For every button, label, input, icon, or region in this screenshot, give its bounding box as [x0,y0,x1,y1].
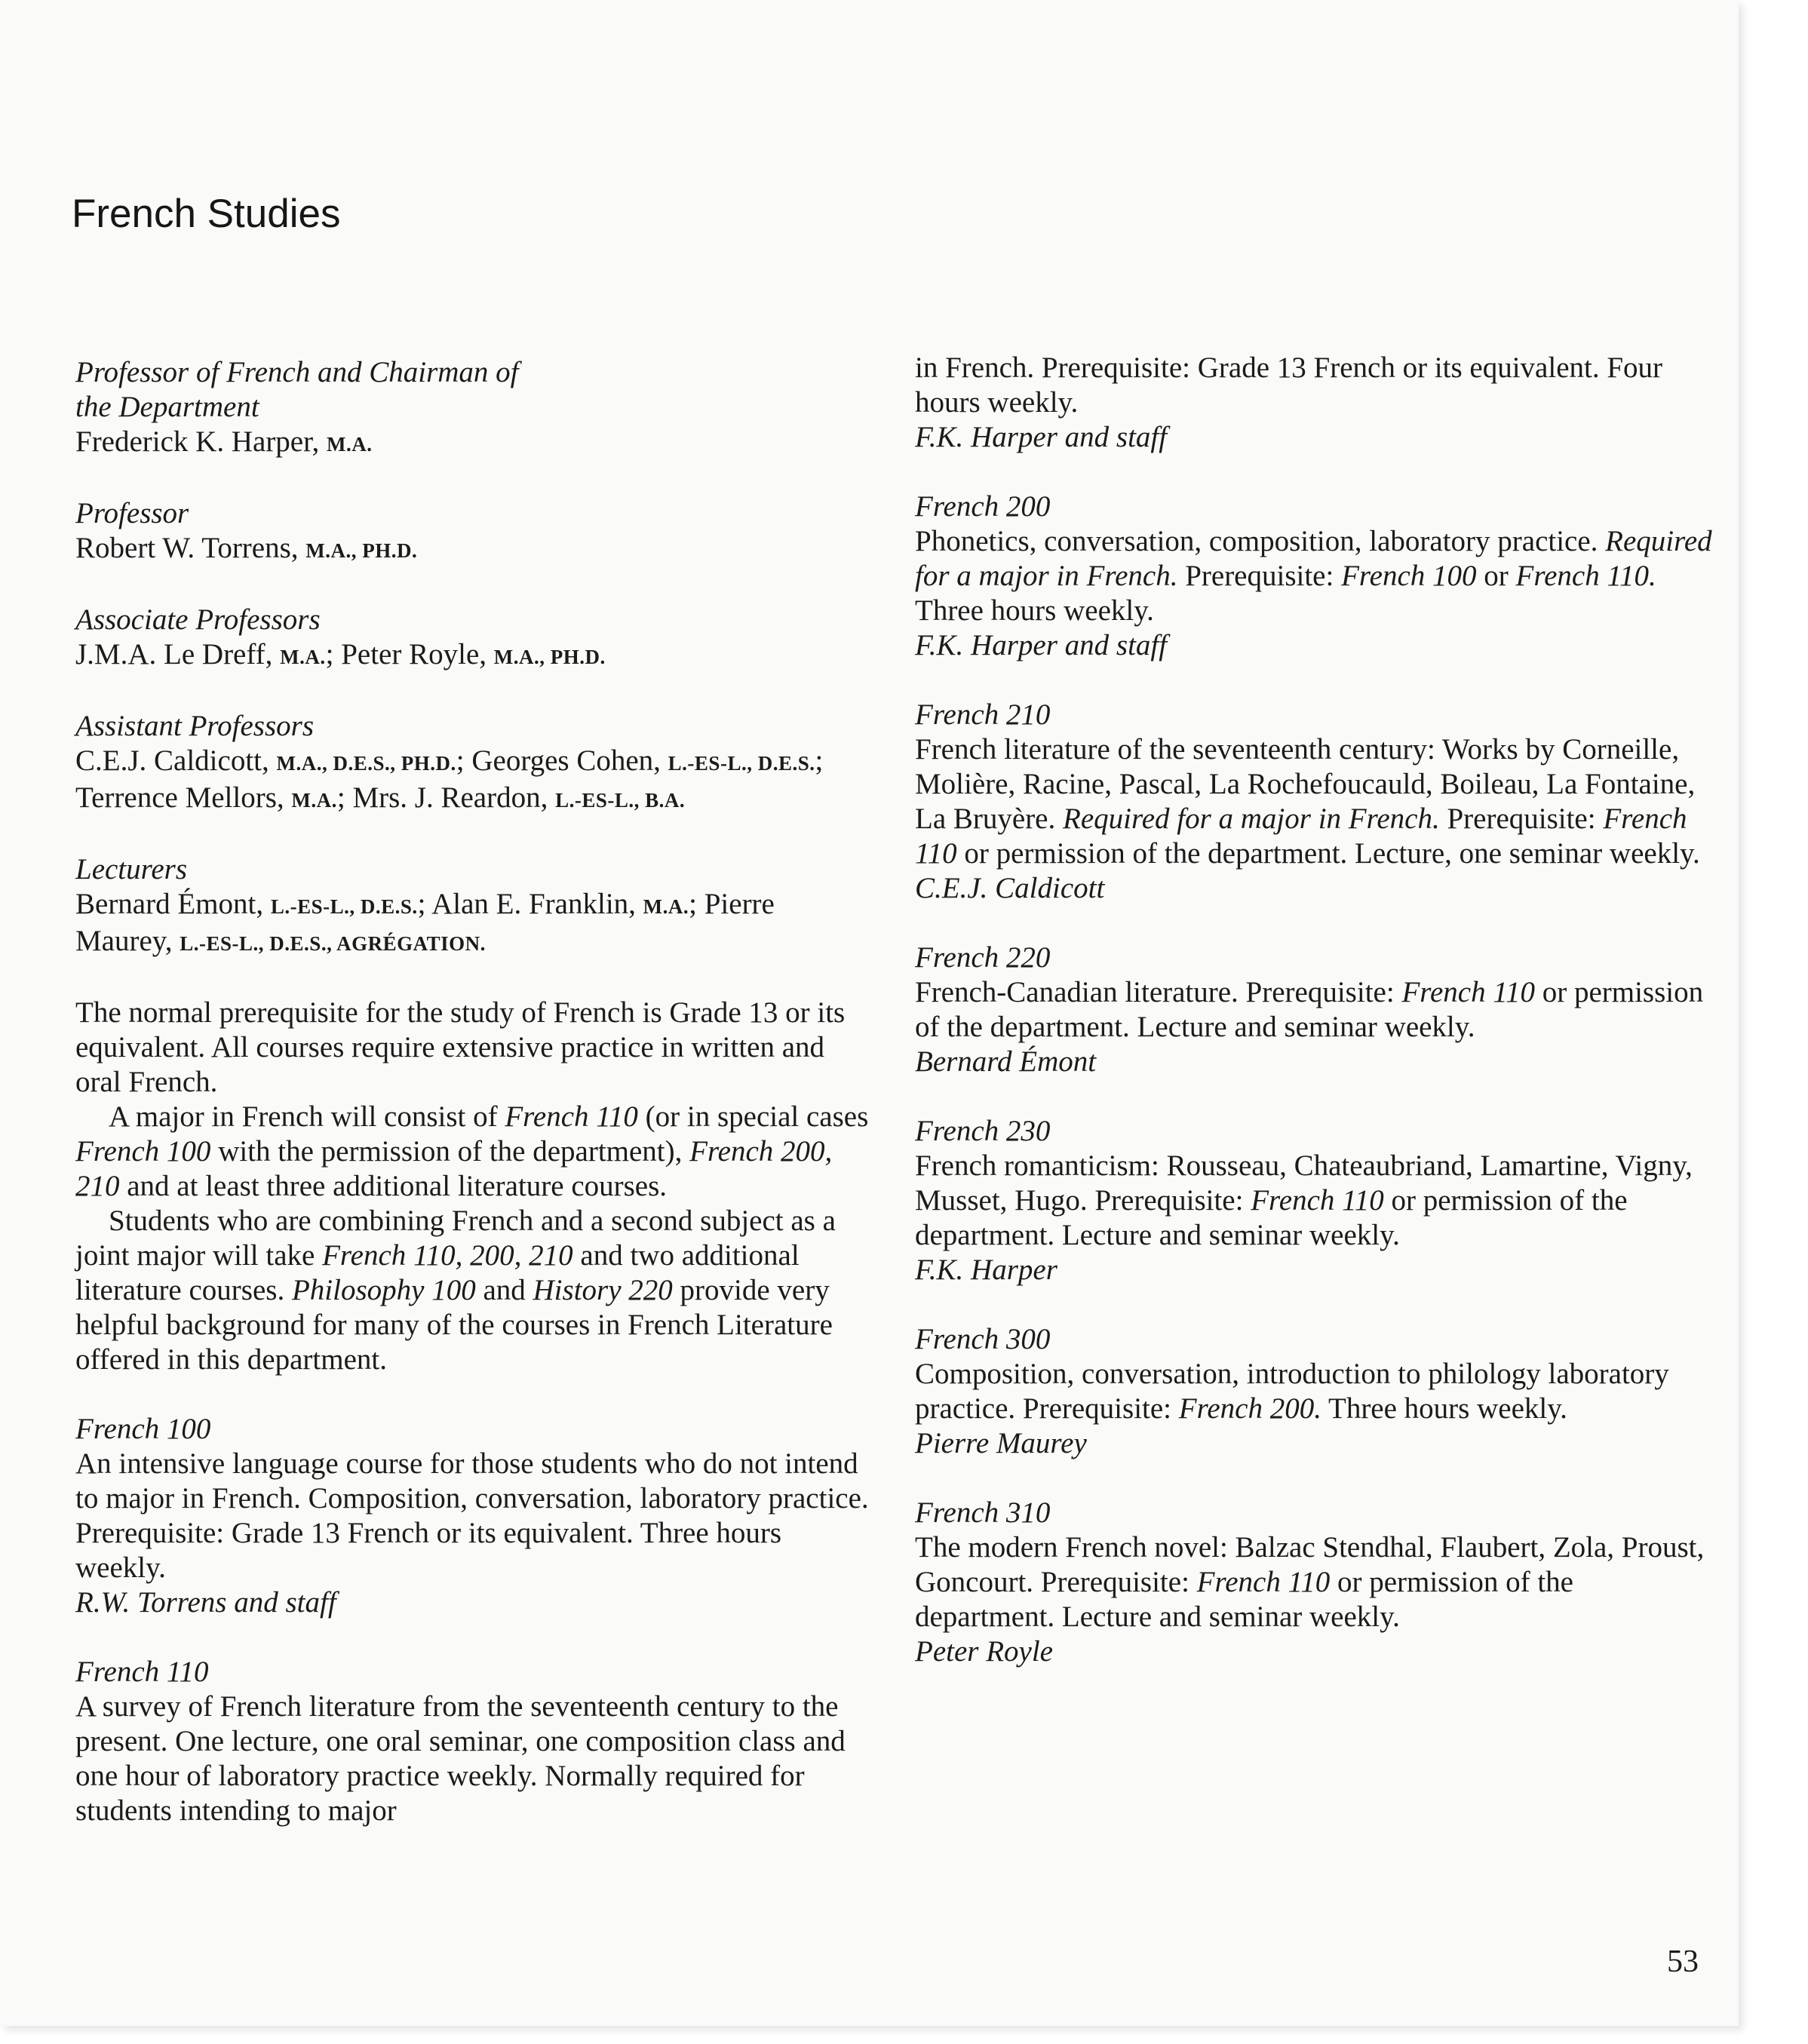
text-run: Three hours weekly. [1321,1392,1567,1425]
course-description [915,1530,1714,1634]
text-run: French romanticism: Rousseau, Chateaubriand, Lamartine, Vigny, Musset, Hugo. Prerequisite: [915,1149,1693,1217]
right-column [915,351,1714,1669]
associate-professors-heading: Associate Professors [75,603,321,636]
intro-section [75,996,873,1377]
course-ref: French 110 [1196,1566,1331,1598]
separator: ; [336,781,353,814]
text-run: Prerequisite: [1439,803,1604,835]
intro-paragraph-3 [75,1204,873,1377]
course-ref: French 200. [1178,1392,1321,1425]
assistant-professors-heading: Assistant Professors [75,710,315,742]
text-run: or permission of the department. Lecture and seminar weekly. [915,976,1704,1043]
course-description [915,975,1714,1045]
professor-name-line [75,531,873,568]
faculty-degrees: L.-ES-L., D.E.S. [668,752,815,775]
course-french-110 [75,1655,873,1828]
course-title: French 230 [915,1115,1051,1147]
faculty-degrees: L.-ES-L., D.E.S., AGRÉGATION. [180,932,486,955]
course-description [915,1149,1714,1253]
course-ref: French 110, 200, 210 [322,1239,573,1272]
text-run: French-Canadian literature. Prerequisite: [915,976,1402,1008]
associate-professors-entry [75,603,873,674]
intro-paragraph-1: The normal prerequisite for the study of French is Grade 13 or its equivalent. All courses require extensive practice in written and oral French. [75,996,846,1098]
assistant-professors-entry [75,709,873,818]
separator: ; [456,744,472,777]
separator: ; [689,888,704,920]
text-run: French literature of the seventeenth century: Works by Corneille, Molière, Racine, Pascal, La Rochefoucauld, Boileau, La Fontaine, La Bruyère. [915,733,1696,835]
course-ref: French 110 [915,803,1687,870]
text-run: Composition, conversation, introduction to philology laboratory practice. Prerequisite: [915,1358,1669,1425]
assistant-professors-names [75,744,873,818]
faculty-name: Terrence Mellors, [75,781,284,814]
faculty-degrees: M.A. [643,895,689,918]
faculty-degrees: M.A., D.E.S., PH.D. [276,752,456,775]
course-ref: French 100 [75,1135,211,1168]
faculty-degrees: M.A. [280,646,326,668]
course-title: French 100 [75,1413,211,1445]
chairman-title-line2: the Department [75,391,259,423]
course-french-310 [915,1496,1714,1669]
text-run: Three hours weekly. [915,594,1154,627]
course-instructor: Bernard Émont [915,1045,1097,1078]
requirement-note: Required for a major in French. [915,525,1712,592]
course-instructor: F.K. Harper [915,1254,1057,1286]
lecturers-entry [75,852,873,961]
faculty-name: J.M.A. Le Dreff, [75,638,273,671]
separator: ; [815,744,824,777]
course-instructor: C.E.J. Caldicott [915,872,1105,904]
course-french-100 [75,1412,873,1620]
professor-degrees: M.A., PH.D. [305,539,418,562]
course-ref: Philosophy 100 [291,1274,476,1306]
faculty-degrees: L.-ES-L., D.E.S. [270,895,418,918]
course-description [915,524,1714,628]
course-french-220 [915,941,1714,1079]
separator: ; [325,638,342,671]
course-title: French 210 [915,698,1051,731]
course-ref: French 110. [1515,560,1656,592]
course-ref: French 110 [505,1100,638,1133]
text-run: and [475,1274,533,1306]
chairman-entry [75,355,873,462]
course-french-110-continued [915,351,1714,455]
faculty-name: C.E.J. Caldicott, [75,744,269,777]
course-description [915,1357,1714,1426]
professor-name: Robert W. Torrens, [75,532,299,564]
chairman-degrees: M.A. [327,433,373,456]
separator: ; [417,888,432,920]
chairman-name-line [75,425,873,462]
course-ref: French 110 [1251,1184,1384,1217]
text-run: or permission of the department. Lecture, one seminar weekly. [956,837,1700,870]
course-ref: French 110 [1401,976,1535,1008]
course-instructor: F.K. Harper and staff [915,629,1168,661]
faculty-name: Pierre Maurey, [75,888,775,957]
course-instructor: Pierre Maurey [915,1427,1087,1459]
faculty-name: Alan E. Franklin, [431,888,636,920]
chairman-name: Frederick K. Harper, [75,425,320,458]
text-run: The modern French novel: Balzac Stendhal, Flaubert, Zola, Proust, Goncourt. Prerequisite: [915,1531,1705,1598]
text-run: Prerequisite: [1177,560,1342,592]
page-title: French Studies [72,192,341,236]
course-title: French 310 [915,1496,1051,1529]
course-description-continued: in French. Prerequisite: Grade 13 French or its equivalent. Four hours weekly. [915,351,1663,419]
course-ref: French 200, 210 [75,1135,833,1202]
faculty-name: Bernard Émont, [75,888,264,920]
text-run: and at least three additional literature courses. [119,1170,668,1202]
chairman-title-line1: Professor of French and Chairman of [75,356,519,388]
text-run: (or in special cases [637,1100,869,1133]
intro-paragraph-2 [75,1100,873,1204]
left-column [75,355,873,1828]
text-run: and two additional literature courses. [75,1239,800,1306]
faculty-degrees: L.-ES-L., B.A. [555,789,686,812]
lecturers-names [75,887,873,961]
text-run: provide very helpful background for many of the courses in French Literature offered in this department. [75,1274,833,1376]
faculty-name: Georges Cohen, [471,744,661,777]
course-ref: History 220 [533,1274,673,1306]
text-run: A major in French will consist of [109,1100,505,1133]
course-title: French 110 [75,1656,209,1688]
faculty-name: Mrs. J. Reardon, [352,781,548,814]
faculty-degrees: M.A. [291,789,337,812]
course-title: French 220 [915,941,1051,974]
course-ref: French 100 [1341,560,1477,592]
associate-professors-names [75,637,873,674]
text-run: with the permission of the department), [210,1135,690,1168]
faculty-degrees: M.A., PH.D. [493,646,606,668]
page-number: 53 [1667,1944,1699,1979]
text-run: or [1476,560,1516,592]
course-description [915,732,1714,871]
course-french-210 [915,698,1714,906]
requirement-note: Required for a major in French. [1063,803,1440,835]
course-instructor: R.W. Torrens and staff [75,1586,336,1619]
text-run: or permission of the department. Lecture and seminar weekly. [915,1566,1573,1633]
text-run: Phonetics, conversation, composition, laboratory practice. [915,525,1606,557]
course-instructor: F.K. Harper and staff [915,421,1168,453]
course-title: French 200 [915,490,1051,523]
text-run: or permission of the department. Lecture and seminar weekly. [915,1184,1628,1251]
course-french-300 [915,1322,1714,1461]
course-title: French 300 [915,1323,1051,1355]
course-instructor: Peter Royle [915,1635,1053,1668]
professor-heading: Professor [75,497,189,529]
course-description: A survey of French literature from the seventeenth century to the present. One lecture, one oral seminar, one composition class and one hour of laboratory practice weekly. Normally required for students intending to major [75,1690,846,1827]
course-description: An intensive language course for those students who do not intend to major in French. Composition, conversation, laboratory practice. Prerequisite: Grade 13 French or its equivalent. Three hours weekly. [75,1447,869,1584]
lecturers-heading: Lecturers [75,853,188,885]
course-french-200 [915,490,1714,663]
professor-entry [75,496,873,568]
faculty-name: Peter Royle, [341,638,487,671]
course-french-230 [915,1114,1714,1287]
text-run: Students who are combining French and a second subject as a joint major will take [75,1205,836,1272]
